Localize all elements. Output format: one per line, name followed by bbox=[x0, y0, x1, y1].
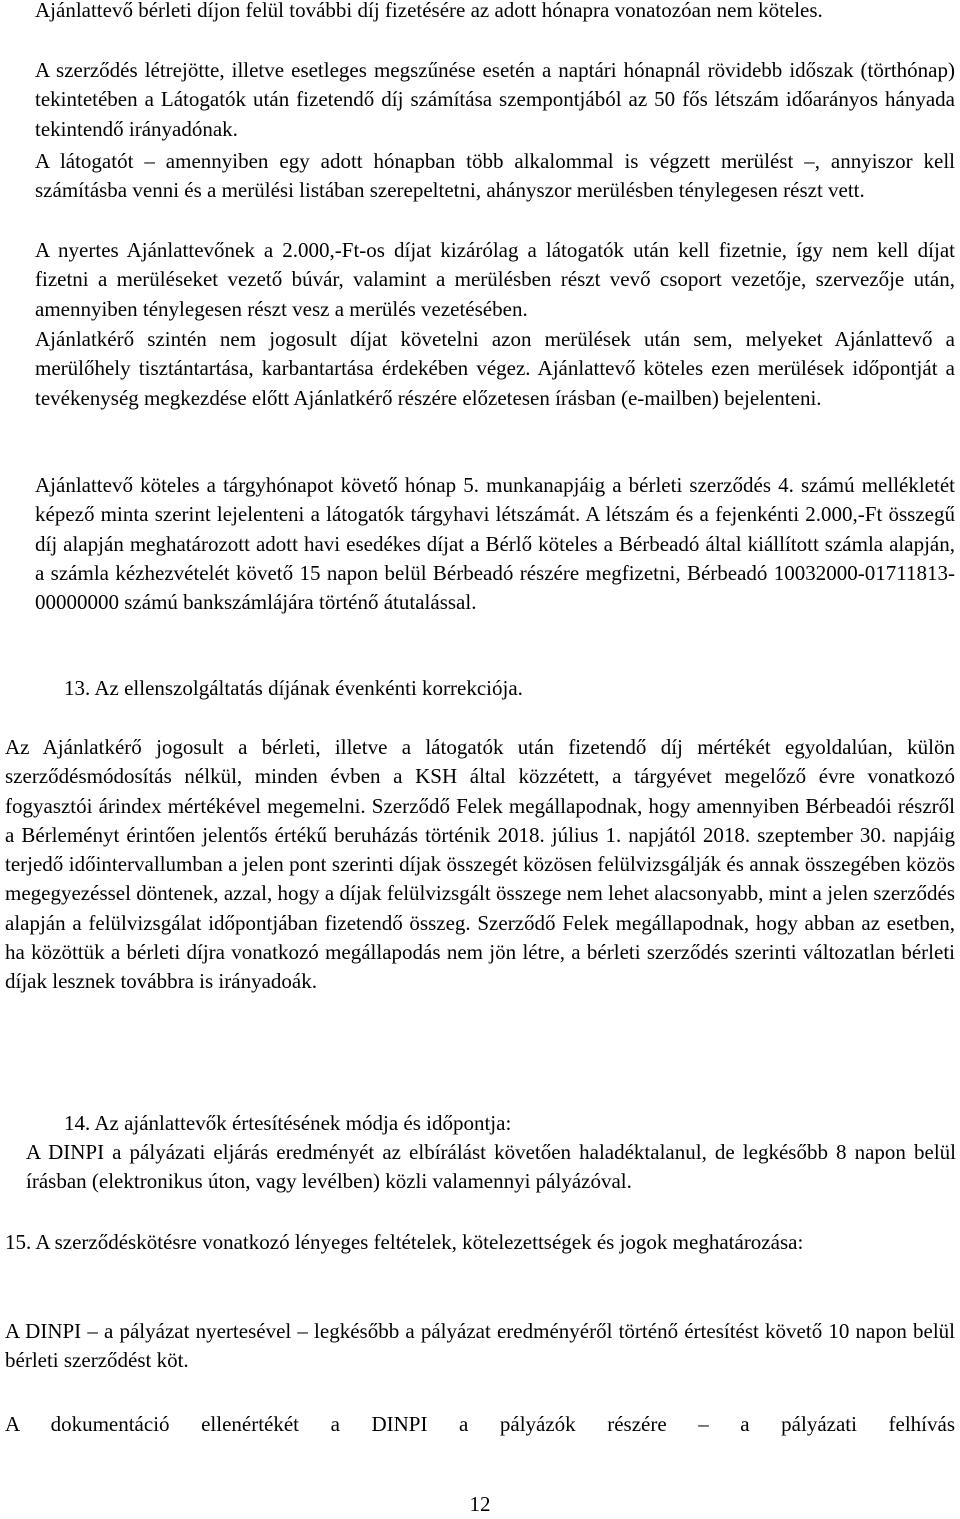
paragraph-fee-payment: A nyertes Ajánlattevőnek a 2.000,-Ft-os díjat kizárólag a látogatók után kell fizetnie, így nem kell díjat fizetni a merüléseket vezető búvár, valamint a merülésben részt vevő csoport vezetője, szervezője után, amennyiben ténylegesen részt vesz a merülés vezetésében. bbox=[35, 238, 955, 321]
paragraph-maintenance-dives: Ajánlatkérő szintén nem jogosult díjat követelni azon merülések után sem, melyeket Ajánlattevő a merülőhely tisztántartása, karbantartása érdekében végez. Ajánlattevő köteles ezen merülések időpontját a tevékenység megkezdése előtt Ajánlatkérő részére előzetesen írásban (e-mailben) bejelenteni. bbox=[35, 327, 955, 410]
paragraph-notification: A DINPI a pályázati eljárás eredményét az elbírálást követően haladéktalanul, de legkésőbb 8 napon belül írásban (elektronikus úton, vagy levélben) közli valamennyi pályázóval. bbox=[26, 1140, 956, 1194]
paragraph-documentation-fee: A dokumentáció ellenértékét a DINPI a pályázók részére – a pályázati felhívás bbox=[5, 1412, 955, 1436]
paragraph-fee-not-required: Ajánlattevő bérleti díjon felül további díj fizetésére az adott hónapra vonatozóan nem köteles. bbox=[35, 0, 823, 22]
paragraph-visitor-counting: A látogatót – amennyiben egy adott hónapban több alkalommal is végzett merülést –, annyiszor kell számításba venni és a merülési listában szerepeltetni, ahányszor merülésben ténylegesen részt vett. bbox=[35, 149, 955, 203]
section-heading-15: 15. A szerződéskötésre vonatkozó lényeges feltételek, kötelezettségek és jogok meghatározása: bbox=[5, 1230, 804, 1254]
section-heading-13: 13. Az ellenszolgáltatás díjának évenkénti korrekciója. bbox=[64, 676, 523, 700]
page-number: 12 bbox=[469, 1492, 491, 1516]
paragraph-fee-correction: Az Ajánlatkérő jogosult a bérleti, illetve a látogatók után fizetendő díj mértékét egyoldalúan, külön szerződésmódosítás nélkül, minden évben a KSH által közzétett, a tárgyévet megelőző évre vonatkozó fogyasztói árindex mértékével megemelni. Szerződő Felek megállapodnak, hogy amennyiben Bérbeadói részről a Bérleményt érintően jelentős értékű beruházás történik 2018. július 1. napjától 2018. szeptember 30. napjáig terjedő időintervallumban a jelen pont szerinti díjak összegét közösen felülvizsgálják és annak összegében közös megegyezéssel döntenek, azzal, hogy a díjak felülvizsgált összege nem lehet alacsonyabb, mint a jelen szerződés alapján a felülvizsgálat időpontjában fizetendő összeg. Szerződő Felek megállapodnak, hogy abban az esetben, ha közöttük a bérleti díjra vonatkozó megállapodás nem jön létre, a bérleti szerződés szerinti változatlan bérleti díjak lesznek továbbra is irányadoák. bbox=[5, 735, 955, 994]
paragraph-partial-month: A szerződés létrejötte, illetve esetleges megszűnése esetén a naptári hónapnál rövidebb időszak (törthónap) tekintetében a Látogatók után fizetendő díj számítása szempontjából az 50 fős létszám időarányos hányada tekintendő irányadónak. bbox=[35, 58, 955, 141]
paragraph-contract-signing: A DINPI – a pályázat nyertesével – legkésőbb a pályázat eredményéről történő értesítést követő 10 napon belül bérleti szerződést köt. bbox=[5, 1319, 955, 1373]
section-heading-14: 14. Az ajánlattevők értesítésének módja és időpontja: bbox=[64, 1111, 512, 1135]
paragraph-monthly-report: Ajánlattevő köteles a tárgyhónapot követő hónap 5. munkanapjáig a bérleti szerződés 4. számú mellékletét képező minta szerint lejelenteni a látogatók tárgyhavi létszámát. A létszám és a fejenkénti 2.000,-Ft összegű díj alapján meghatározott adott havi esedékes díjat a Bérlő köteles a Bérbeadó által kiállított számla alapján, a számla kézhezvételét követő 15 napon belül Bérbeadó részére megfizetni, Bérbeadó 10032000-01711813-00000000 számú bankszámlájára történő átutalással. bbox=[35, 473, 955, 615]
